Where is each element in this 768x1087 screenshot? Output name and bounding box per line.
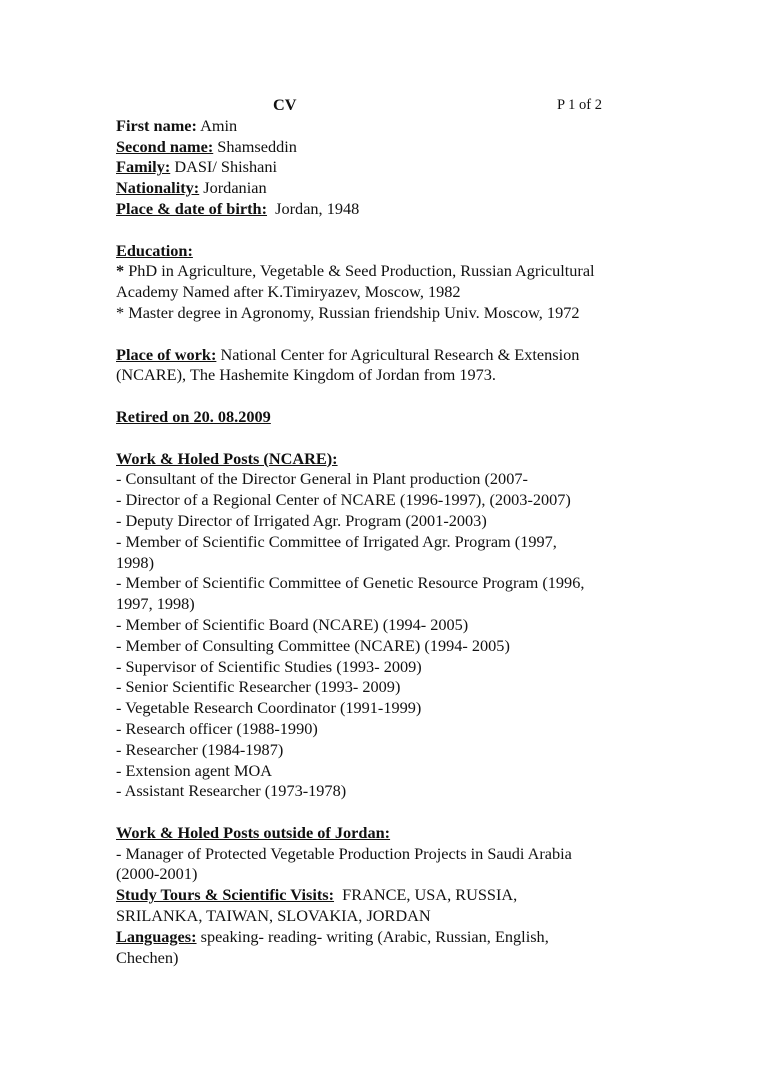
study-tours-label: Study Tours & Scientific Visits:: [116, 885, 335, 905]
education-heading: Education:: [116, 240, 193, 260]
education-item-1-line-1: PhD in Agriculture, Vegetable & Seed Production, Russian Agricultural: [124, 261, 595, 281]
header-row: [116, 95, 676, 116]
first-name-value: Amin: [196, 115, 238, 135]
languages-line-1: speaking- reading- writing (Arabic, Russian, English,: [196, 926, 549, 946]
second-name-label: Second name:: [116, 136, 214, 156]
ncare-post-line: - Deputy Director of Irrigated Agr. Program (2001-2003): [116, 510, 487, 530]
education-heading-row: [116, 241, 676, 262]
study-tours-line-1: FRANCE, USA, RUSSIA,: [334, 885, 518, 905]
spacer: [116, 220, 676, 241]
retired-row: [116, 407, 676, 428]
ncare-posts-heading-row: [116, 449, 676, 470]
document-title: CV: [273, 95, 297, 114]
study-tours-row: [116, 885, 676, 906]
ncare-post-line: - Supervisor of Scientific Studies (1993- 2009): [116, 656, 422, 676]
second-name-value: Shamseddin: [213, 136, 297, 156]
first-name-row: [116, 116, 676, 137]
ncare-post-line: - Extension agent MOA: [116, 760, 272, 780]
birth-row: [116, 199, 676, 220]
ncare-post-line: 1998): [116, 552, 154, 572]
nationality-row: [116, 178, 676, 199]
ncare-post-line: - Member of Scientific Committee of Irrigated Agr. Program (1997,: [116, 531, 557, 551]
spacer: [116, 428, 676, 449]
study-tours-line-2: SRILANKA, TAIWAN, SLOVAKIA, JORDAN: [116, 906, 431, 926]
ncare-post-line: - Member of Scientific Committee of Genetic Resource Program (1996,: [116, 573, 585, 593]
ncare-post-line: - Research officer (1988-1990): [116, 718, 318, 738]
ncare-post-line: 1997, 1998): [116, 594, 195, 614]
ncare-post-line: - Vegetable Research Coordinator (1991-1999): [116, 698, 422, 718]
retired-text: Retired on 20. 08.2009: [116, 406, 271, 426]
ncare-posts-heading: Work & Holed Posts (NCARE):: [116, 448, 338, 468]
ncare-post-line: - Director of a Regional Center of NCARE (1996-1997), (2003-2007): [116, 490, 571, 510]
spacer: [116, 802, 676, 823]
ncare-post-line: - Assistant Researcher (1973-1978): [116, 781, 347, 801]
first-name-label: First name:: [116, 115, 197, 135]
outside-post-line-1: - Manager of Protected Vegetable Production Projects in Saudi Arabia: [116, 843, 572, 863]
work-place-label: Place of work:: [116, 344, 217, 364]
family-value: DASI/ Shishani: [170, 157, 278, 177]
ncare-post-line: - Consultant of the Director General in Plant production (2007-: [116, 469, 528, 489]
birth-label: Place & date of birth:: [116, 198, 268, 218]
cv-content: [116, 95, 676, 968]
second-name-row: [116, 137, 676, 158]
bullet-star: *: [116, 261, 125, 281]
ncare-post-line: - Member of Scientific Board (NCARE) (1994- 2005): [116, 614, 469, 634]
education-item-1: [116, 261, 676, 282]
ncare-post-line: - Senior Scientific Researcher (1993- 2009): [116, 677, 401, 697]
outside-post-line-2: (2000-2001): [116, 864, 198, 884]
education-item-1-line-2: Academy Named after K.Timiryazev, Moscow, 1982: [116, 282, 461, 302]
ncare-post-line: - Researcher (1984-1987): [116, 739, 284, 759]
languages-label: Languages:: [116, 926, 197, 946]
work-place-line-2: (NCARE), The Hashemite Kingdom of Jordan from 1973.: [116, 365, 496, 385]
spacer: [116, 386, 676, 407]
outside-posts-heading-row: [116, 823, 676, 844]
nationality-value: Jordanian: [199, 178, 267, 198]
outside-posts-heading: Work & Holed Posts outside of Jordan:: [116, 822, 391, 842]
languages-row: [116, 927, 676, 948]
family-label: Family:: [116, 157, 171, 177]
ncare-post-line: - Member of Consulting Committee (NCARE) (1994- 2005): [116, 635, 510, 655]
spacer: [116, 324, 676, 345]
work-place-line-1: National Center for Agricultural Research & Extension: [216, 344, 580, 364]
family-row: [116, 157, 676, 178]
page-number: P 1 of 2: [557, 97, 602, 113]
education-item-2: * Master degree in Agronomy, Russian friendship Univ. Moscow, 1972: [116, 302, 580, 322]
languages-line-2: Chechen): [116, 947, 179, 967]
birth-value: Jordan, 1948: [267, 198, 360, 218]
work-place-row: [116, 345, 676, 366]
nationality-label: Nationality:: [116, 178, 200, 198]
